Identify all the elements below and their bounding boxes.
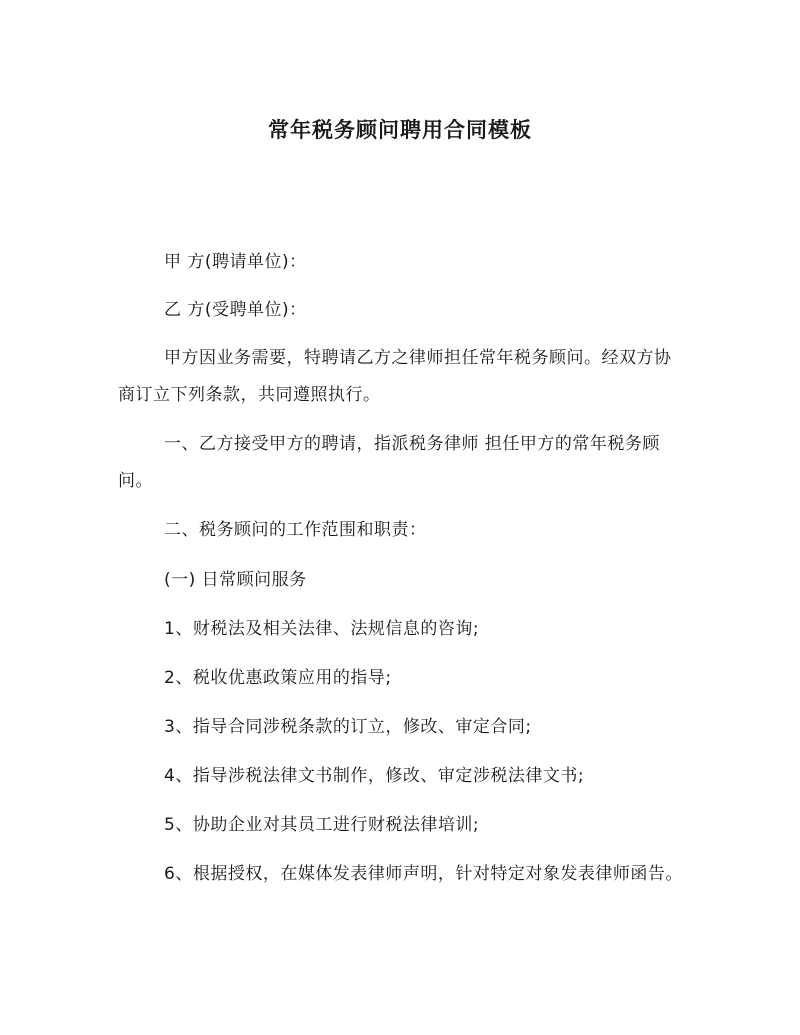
- list-item: 6、根据授权，在媒体发表律师声明，针对特定对象发表律师函告。: [164, 864, 683, 884]
- list-item: 1、财税法及相关法律、法规信息的咨询;: [164, 619, 480, 639]
- list-item: 5、协助企业对其员工进行财税法律培训;: [164, 815, 480, 835]
- list-item: 2、税收优惠政策应用的指导;: [164, 668, 392, 688]
- party-a-line: 甲 方(聘请单位)：: [164, 252, 307, 272]
- intro-paragraph: 甲方因业务需要，特聘请乙方之律师担任常年税务顾问。经双方协商订立下列条款，共同遵照执行。: [118, 348, 672, 405]
- list-item: 4、指导涉税法律文书制作，修改、审定涉税法律文书;: [164, 766, 585, 786]
- list-item: 3、指导合同涉税条款的订立，修改、审定合同;: [164, 717, 532, 737]
- clause-1-paragraph: 一、乙方接受甲方的聘请，指派税务律师 担任甲方的常年税务顾问。: [118, 434, 660, 491]
- section-1-heading: (一) 日常顾问服务: [164, 570, 307, 590]
- clause-2-heading: 二、税务顾问的工作范围和职责：: [164, 520, 427, 540]
- party-b-line: 乙 方(受聘单位)：: [164, 300, 307, 320]
- document-title: 常年税务顾问聘用合同模板: [268, 118, 532, 142]
